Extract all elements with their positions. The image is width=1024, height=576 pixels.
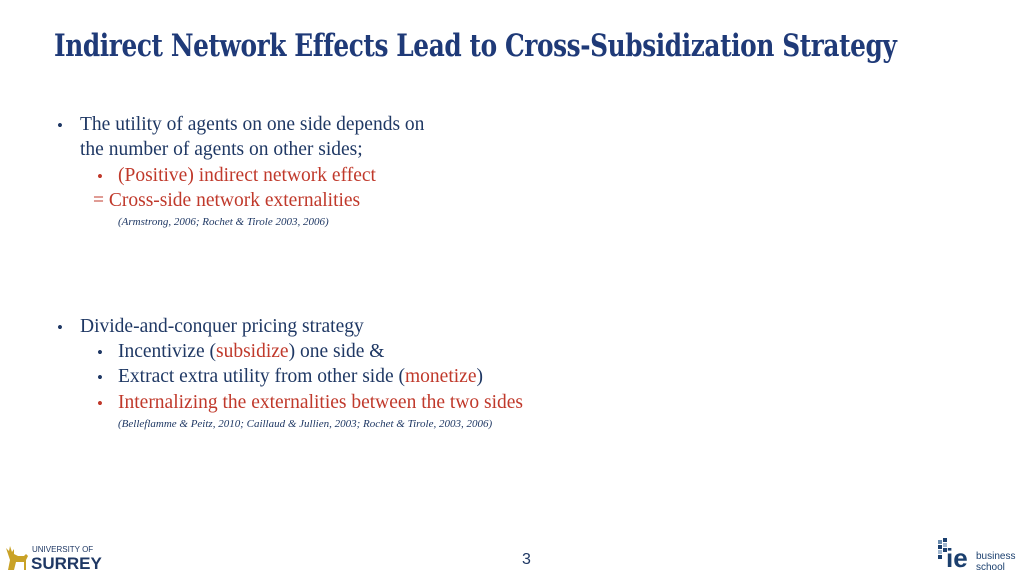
section-2-line-1: Divide-and-conquer pricing strategy [80, 316, 364, 337]
item-1-highlight: subsidize [216, 341, 289, 362]
section-2-item-3: Internalizing the externalities between the two sides [118, 392, 524, 413]
sub-bullet: • [97, 167, 103, 186]
sub-bullet: • [97, 343, 103, 362]
section-1-line-1: The utility of agents on one side depends on [80, 114, 425, 135]
item-1-text-post: ) one side & [288, 341, 385, 362]
university-of-surrey-logo [4, 540, 106, 572]
section-2-citation: (Belleflamme & Peitz, 2010; Caillaud & Jullien, 2003; Rochet & Tirole, 2003, 2006) [118, 418, 493, 430]
item-1-text-pre: Incentivize ( [118, 341, 216, 362]
section-1-sub-1: (Positive) indirect network effect [118, 165, 376, 186]
stag-icon [6, 546, 28, 570]
section-1-citation: (Armstrong, 2006; Rochet & Tirole 2003, 2006) [118, 216, 329, 228]
section-2-item-2 [118, 366, 483, 388]
item-2-text-pre: Extract extra utility from other side ( [118, 366, 405, 387]
surrey-logo-main: SURREY [31, 554, 102, 572]
section-1-sub-2: = Cross-side network externalities [93, 190, 361, 211]
section-2-item-1 [118, 341, 384, 363]
ie-logo-line-1: business [976, 551, 1016, 562]
ie-business-school-logo [936, 536, 1020, 572]
item-2-text-post: ) [476, 366, 483, 387]
section-1-line-2: the number of agents on other sides; [80, 139, 363, 160]
page-number: 3 [522, 551, 531, 568]
sub-bullet: • [97, 368, 103, 387]
ie-mark: ie [946, 543, 968, 572]
ie-logo-line-2: school [976, 562, 1005, 572]
item-2-highlight: monetize [405, 366, 477, 387]
bullet: • [57, 116, 63, 135]
slide-title: Indirect Network Effects Lead to Cross-Subsidization Strategy [54, 28, 897, 64]
bullet: • [57, 318, 63, 337]
sub-bullet: • [97, 394, 103, 413]
surrey-logo-top: UNIVERSITY OF [32, 545, 94, 554]
